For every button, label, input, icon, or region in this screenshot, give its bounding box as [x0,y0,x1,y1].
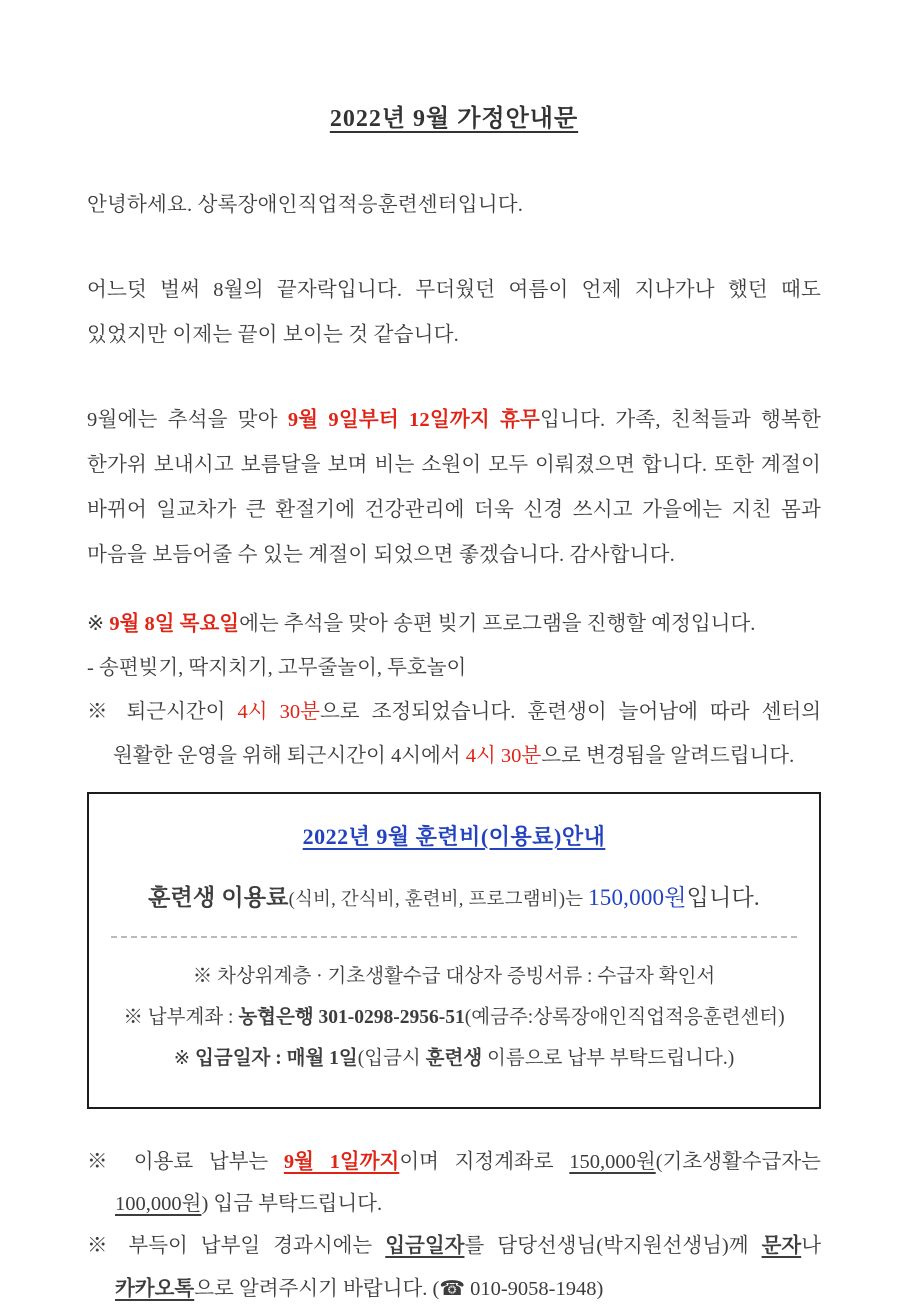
text-segment: 입니다. [686,885,760,910]
text-segment: (입금시 [357,1048,426,1069]
text-segment: 훈련생 이용료 [148,885,289,910]
text-segment: 농협은행 301-0298-2956-51 [238,1007,465,1028]
text-segment: ※ 퇴근시간이 [87,701,238,723]
text-segment: 010-9058-1948) [464,1278,604,1300]
fee-notice-box [87,792,821,1109]
text-segment: 카카오톡 [115,1278,195,1300]
bullet-closing-time [87,690,821,778]
fee-box-note-eligibility [105,956,803,997]
text-segment: 100,000원 [115,1193,202,1215]
footer-bullet-list [87,1141,821,1310]
dashed-divider [111,936,797,938]
fee-box-note-deposit-date [105,1038,803,1079]
fee-box-title: 2022년 9월 훈련비(이용료)안내 [302,824,606,849]
text-segment: 9월에는 추석을 맞아 [87,409,288,431]
text-segment: (식비, 간식비, 훈련비, 프로그램비)는 [288,890,589,910]
text-segment: ※ 납부계좌 : [123,1007,239,1028]
text-segment: 으로 알려주시기 바랍니다. ( [194,1278,440,1300]
text-segment: ※ 이용료 납부는 [87,1151,284,1173]
text-segment: 문자 [761,1235,802,1257]
text-segment: 4시 30분 [237,701,320,723]
phone-icon: ☎ [439,1276,465,1300]
paragraph-holiday-notice [87,398,821,578]
text-segment: 에는 추석을 맞아 송편 빚기 프로그램을 진행할 예정입니다. [239,613,756,635]
text-segment: 나 [801,1235,821,1257]
text-segment: 150,000원 [569,1151,656,1173]
text-segment: 으로 변경됨을 알려드립니다. [541,745,795,767]
bullet-program-notice [87,602,821,646]
text-segment: 입금일자 [385,1235,465,1257]
text-segment: (기초생활수급자는 [655,1151,821,1173]
text-segment: ※ [87,613,110,635]
text-segment: 이며 지정계좌로 [399,1151,570,1173]
bullet-contact [87,1225,821,1310]
text-segment: ※ 차상위계층 · 기초생활수급 대상자 증빙서류 : 수급자 확인서 [192,966,716,987]
text-segment: 훈련생 [425,1048,483,1069]
text-segment: 4시 30분 [465,745,542,767]
text-segment: 를 담당선생님(박지원선생님)께 [464,1235,762,1257]
text-segment: ※ [173,1048,196,1069]
text-segment: 9월 8일 목요일 [109,613,240,635]
fee-amount-line [105,879,803,912]
notice-bullet-list [87,602,821,778]
text-segment: ※ 부득이 납부일 경과시에는 [87,1235,386,1257]
text-segment: 으로 조정되었습니다. 훈련생이 늘어남에 따라 센터의 원활한 운영을 위해 퇴근시간이 4시에서 [113,701,821,767]
page-title: 2022년 9월 가정안내문 [329,106,579,132]
text-segment: 150,000원 [588,885,687,910]
text-segment: ) 입금 부탁드립니다. [201,1193,383,1215]
text-segment: 입금일자 : 매월 1일 [195,1048,358,1069]
paragraph-greeting: 안녕하세요. 상록장애인직업적응훈련센터입니다. [87,194,524,216]
text-segment: 9월 1일까지 [283,1151,400,1173]
bullet-payment-due [87,1141,821,1225]
paragraph-intro: 어느덧 벌써 8월의 끝자락입니다. 무더웠던 여름이 언제 지나가나 했던 때도 있었지만 이제는 끝이 보이는 것 같습니다. [87,279,821,346]
text-segment: (예금주:상록장애인직업적응훈련센터) [464,1007,785,1028]
text-segment: 이름으로 납부 부탁드립니다.) [482,1048,735,1069]
text-segment: 입니다. 가족, 친척들과 행복한 한가위 보내시고 보름달을 보며 비는 소원이 모두 이뤄졌으면 합니다. 또한 계절이 바뀌어 일교차가 큰 환절기에 건강관리에 더욱 신경 쓰시고 가을에는 지친 몸과 마음을 보듬어줄 수 있는 계절이 되었으면 좋겠습니다. 감사합니다. [87,409,821,566]
bullet-program-items: - 송편빚기, 딱지치기, 고무줄놀이, 투호놀이 [87,657,467,679]
text-segment: 9월 9일부터 12일까지 휴무 [287,409,540,431]
fee-box-note-account [105,997,803,1038]
